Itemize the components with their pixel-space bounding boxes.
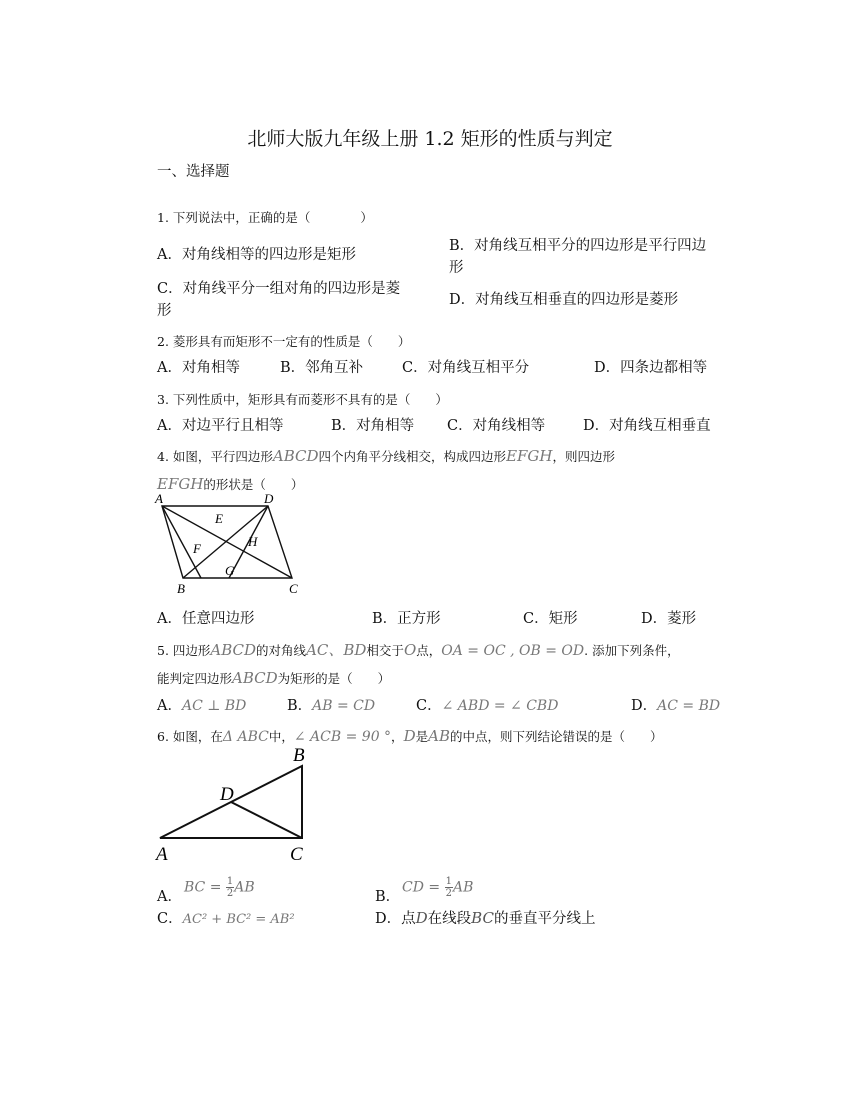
q6-option-c[interactable]: C．AC² + BC² = AB² bbox=[157, 911, 295, 927]
q4-label-e: E bbox=[215, 511, 223, 526]
q5-stem-line1: 5. 四边形ABCD的对角线AC、BD相交于O点，OA = OC , OB = OD. 添加下列条件， bbox=[157, 641, 680, 659]
page-title: 北师大版九年级上册 1.2 矩形的性质与判定 bbox=[247, 128, 613, 150]
q3-option-b[interactable]: B．对角相等 bbox=[331, 418, 415, 434]
q2-option-d[interactable]: D．四条边都相等 bbox=[594, 360, 708, 376]
q1-option-a[interactable]: A．对角线相等的四边形是矩形 bbox=[157, 247, 356, 263]
q4-label-c: C bbox=[289, 581, 298, 596]
q6-option-b-label[interactable]: B． bbox=[375, 889, 401, 905]
q6-label-c: C bbox=[290, 844, 303, 865]
q3-option-d[interactable]: D．对角线互相垂直 bbox=[583, 418, 711, 434]
q2-stem: 2. 菱形具有而矩形不一定有的性质是（ ） bbox=[157, 334, 411, 349]
q4-label-b: B bbox=[177, 581, 185, 596]
q4-label-g: G bbox=[225, 563, 235, 578]
q4-stem-line2: EFGH的形状是（ ） bbox=[157, 475, 304, 493]
q3-option-a[interactable]: A．对边平行且相等 bbox=[157, 418, 284, 434]
q4-option-d[interactable]: D．菱形 bbox=[641, 611, 697, 627]
q5-stem-line2: 能判定四边形ABCD为矩形的是（ ） bbox=[157, 669, 391, 687]
q4-option-c[interactable]: C．矩形 bbox=[523, 611, 578, 627]
q5-option-c[interactable]: C．∠ ABD = ∠ CBD bbox=[416, 698, 559, 714]
q4-option-b[interactable]: B．正方形 bbox=[372, 611, 441, 627]
q4-label-h: H bbox=[248, 534, 258, 549]
q2-option-a[interactable]: A．对角相等 bbox=[157, 360, 240, 376]
q5-option-a[interactable]: A．AC ⊥ BD bbox=[157, 698, 247, 714]
q6-triangle-figure bbox=[150, 742, 320, 868]
q4-label-a: A bbox=[155, 491, 163, 506]
q3-stem: 3. 下列性质中，矩形具有而菱形不具有的是（ ） bbox=[157, 392, 448, 407]
q6-option-a-fraction: $\frac{1}{2}$ bbox=[226, 876, 234, 899]
q6-label-d: D bbox=[220, 784, 234, 805]
q6-option-b-fraction: $\frac{1}{2}$ bbox=[445, 876, 452, 899]
q5-option-b[interactable]: B．AB = CD bbox=[287, 698, 376, 714]
q1-option-b-wrap: 形 bbox=[449, 260, 464, 276]
q2-option-c[interactable]: C．对角线互相平分 bbox=[402, 360, 530, 376]
q4-stem-line1: 4. 如图，平行四边形ABCD四个内角平分线相交，构成四边形EFGH，则四边形 bbox=[157, 447, 615, 465]
q1-stem: 1. 下列说法中，正确的是（ ） bbox=[157, 210, 373, 225]
section-heading: 一、选择题 bbox=[157, 164, 230, 180]
q6-stem: 6. 如图，在Δ ABC中，∠ ACB = 90 °，D是AB的中点，则下列结论错误的是（ ） bbox=[157, 727, 663, 745]
q6-option-a-formula: BC = $\frac{1}{2}$ AB bbox=[184, 876, 255, 899]
q2-option-b[interactable]: B．邻角互补 bbox=[280, 360, 364, 376]
q4-label-d: D bbox=[264, 491, 274, 506]
q6-option-b-formula: CD = $\frac{1}{2}$ AB bbox=[402, 876, 474, 899]
q6-option-d[interactable]: D．点D在线段BC的垂直平分线上 bbox=[375, 909, 596, 927]
q6-label-a: A bbox=[156, 844, 168, 865]
q4-parallelogram-figure bbox=[150, 490, 310, 596]
q1-option-d[interactable]: D．对角线互相垂直的四边形是菱形 bbox=[449, 292, 679, 308]
q4-label-f: F bbox=[193, 541, 201, 556]
q4-option-a[interactable]: A．任意四边形 bbox=[157, 611, 255, 627]
q6-label-b: B bbox=[293, 745, 305, 766]
q3-option-c[interactable]: C．对角线相等 bbox=[447, 418, 546, 434]
q6-option-a-label[interactable]: A． bbox=[157, 889, 182, 905]
q1-option-c-wrap: 形 bbox=[157, 303, 172, 319]
q1-option-c[interactable]: C．对角线平分一组对角的四边形是菱 bbox=[157, 281, 401, 297]
q5-option-d[interactable]: D．AC = BD bbox=[631, 698, 721, 714]
q1-option-b[interactable]: B．对角线互相平分的四边形是平行四边 bbox=[449, 238, 707, 254]
